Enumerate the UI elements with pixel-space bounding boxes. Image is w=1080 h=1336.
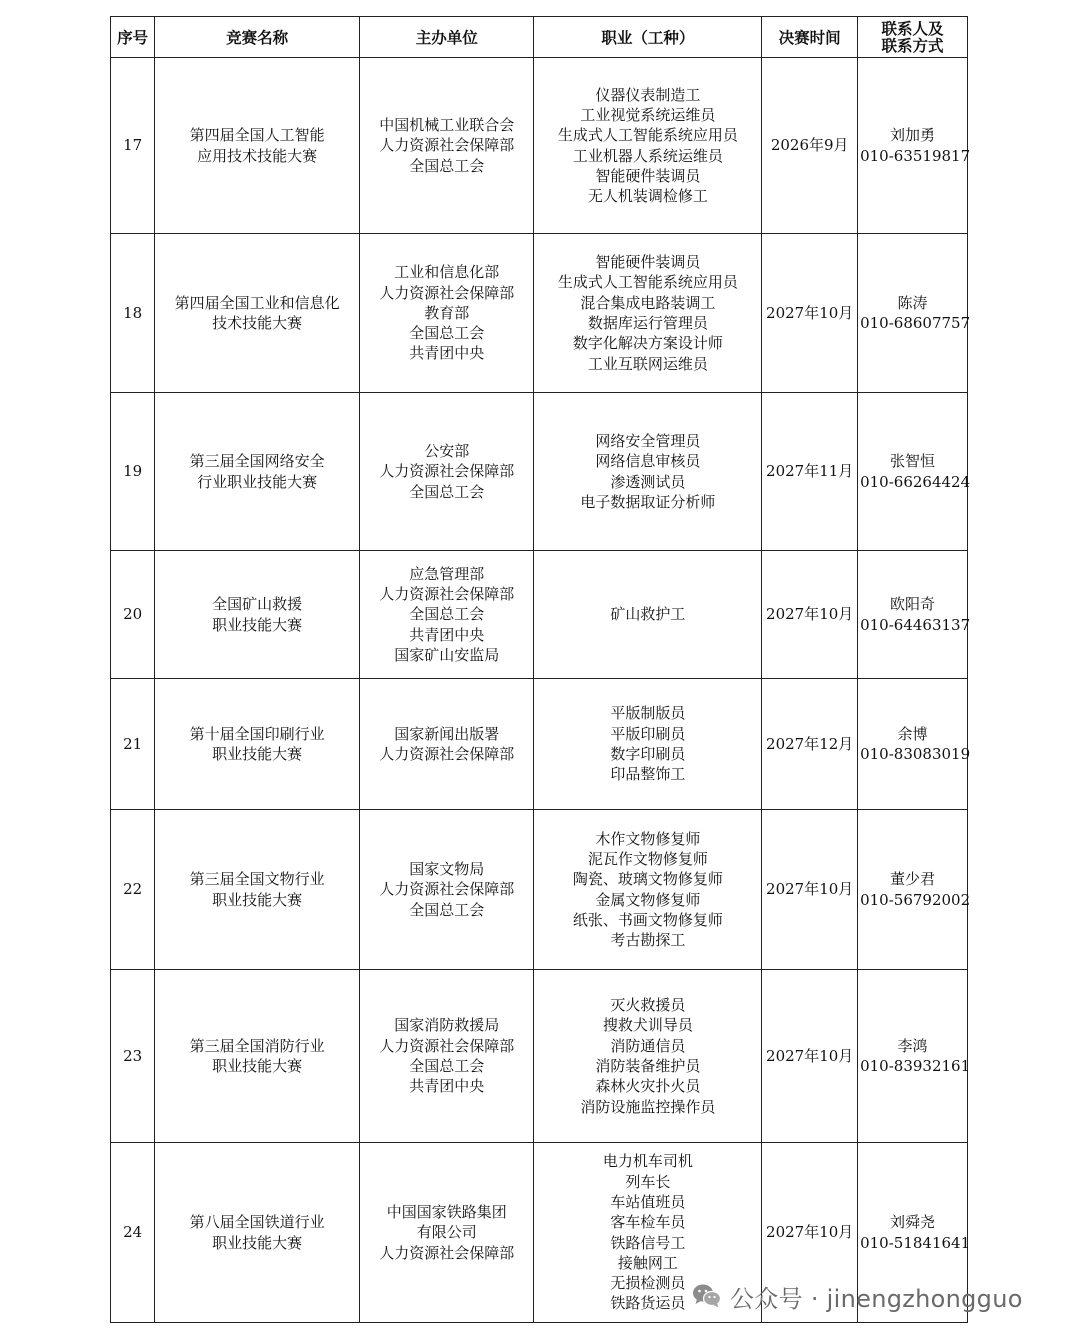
organizer-line: 人力资源社会保障部: [379, 462, 515, 481]
contact: [858, 679, 971, 810]
occupation-line: 金属文物修复师: [595, 890, 701, 909]
contact: [858, 551, 971, 679]
row-number: 22: [111, 810, 155, 970]
occupation-line: 混合集成电路装调工: [580, 293, 716, 312]
competition-name: [155, 1143, 360, 1323]
contact-name: 欧阳奇: [890, 595, 936, 614]
organizer: [360, 810, 534, 970]
occupation-line: 接触网工: [617, 1253, 678, 1272]
organizer-line: 全国总工会: [409, 156, 485, 175]
contact-name: 余博: [897, 724, 928, 743]
occupation: [534, 679, 762, 810]
occupation-line: 客车检车员: [610, 1213, 686, 1232]
organizer: [360, 234, 534, 393]
organizer-line: 国家文物局: [409, 860, 485, 879]
table-row: [111, 234, 968, 393]
table-row: [111, 58, 968, 234]
occupation-line: 铁路信号工: [610, 1233, 686, 1252]
occupation-line: 泥瓦作文物修复师: [587, 849, 708, 868]
organizer-line: 公安部: [424, 442, 470, 461]
occupation-line: 工业机器人系统运维员: [572, 146, 723, 165]
occupation-line: 木作文物修复师: [595, 829, 701, 848]
organizer-line: 人力资源社会保障部: [379, 745, 515, 763]
final-time: 2027年10月: [762, 551, 858, 679]
header-org: 主办单位: [360, 17, 534, 58]
table-row: [111, 679, 968, 810]
organizer-line: 工业和信息化部: [394, 263, 500, 282]
contact-name: 李鸿: [897, 1036, 928, 1055]
contact: [858, 58, 971, 234]
organizer: [360, 551, 534, 679]
organizer-line: 中国国家铁路集团: [386, 1203, 507, 1222]
organizer-line: 国家新闻出版署: [394, 724, 500, 743]
contact: [858, 810, 971, 970]
organizer-line: 人力资源社会保障部: [379, 1036, 515, 1055]
row-number: 17: [111, 58, 155, 234]
occupation-line: 搜救犬训导员: [602, 1016, 693, 1035]
table-row: [111, 970, 968, 1143]
competition-name: [155, 810, 360, 970]
occupation: [534, 810, 762, 970]
organizer: [360, 1143, 534, 1323]
occupation: [534, 58, 762, 234]
organizer-line: 人力资源社会保障部: [379, 283, 515, 302]
header-final-time: 决赛时间: [762, 17, 858, 58]
header-no: 序号: [111, 17, 155, 58]
competition-name-line: 技术技能大赛: [212, 314, 303, 332]
row-number: 19: [111, 393, 155, 551]
competition-name: [155, 551, 360, 679]
table-body: [111, 58, 971, 1323]
header-contact-line2: 联系方式: [881, 36, 944, 55]
contact-phone: 010-66264424: [860, 472, 971, 491]
contact-name: 刘舜尧: [890, 1213, 936, 1232]
contact-name: 张智恒: [890, 452, 936, 471]
occupation: [534, 970, 762, 1143]
occupation-line: 无损检测员: [610, 1274, 686, 1293]
organizer-line: 全国总工会: [409, 1057, 485, 1075]
competition-name-line: 第四届全国工业和信息化: [174, 293, 340, 312]
occupation: [534, 551, 762, 679]
final-time: 2026年9月: [762, 58, 858, 234]
occupation-line: 消防装备维护员: [595, 1057, 701, 1075]
competition-name-line: 行业职业技能大赛: [197, 472, 318, 491]
organizer: [360, 393, 534, 551]
organizer-line: 人力资源社会保障部: [379, 880, 515, 899]
occupation-line: 平版制版员: [610, 704, 686, 723]
competition-name-line: 第四届全国人工智能: [189, 126, 325, 145]
row-number: 24: [111, 1143, 155, 1323]
table-row: [111, 551, 968, 679]
organizer-line: 中国机械工业联合会: [379, 116, 515, 135]
occupation-line: 数字印刷员: [610, 745, 686, 763]
final-time: 2027年10月: [762, 1143, 858, 1323]
header-name: 竞赛名称: [155, 17, 360, 58]
organizer-line: 共青团中央: [409, 344, 485, 363]
occupation-line: 灭火救援员: [610, 996, 686, 1015]
organizer-line: 应急管理部: [409, 564, 485, 583]
organizer-line: 共青团中央: [409, 1077, 485, 1096]
competition-name-line: 第十届全国印刷行业: [189, 724, 325, 743]
table-row: [111, 393, 968, 551]
table-row: [111, 810, 968, 970]
contact: [858, 393, 971, 551]
organizer-line: 全国总工会: [409, 605, 485, 624]
occupation-line: 仪器仪表制造工: [595, 85, 701, 104]
competition-name-line: 全国矿山救援: [212, 595, 303, 614]
row-number: 18: [111, 234, 155, 393]
occupation-line: 工业互联网运维员: [587, 354, 708, 373]
organizer-line: 国家矿山安监局: [394, 645, 500, 664]
occupation-line: 智能硬件装调员: [595, 166, 701, 185]
occupation-line: 数据库运行管理员: [587, 314, 708, 332]
organizer-line: 全国总工会: [409, 482, 485, 501]
organizer-line: 有限公司: [416, 1223, 477, 1242]
row-number: 21: [111, 679, 155, 810]
final-time: 2027年10月: [762, 234, 858, 393]
competition-name-line: 职业技能大赛: [212, 890, 303, 909]
occupation-line: 消防设施监控操作员: [580, 1097, 716, 1116]
competition-name-line: 职业技能大赛: [212, 615, 303, 634]
occupation-line: 考古勘探工: [610, 931, 686, 950]
occupation-line: 智能硬件装调员: [595, 253, 701, 272]
occupation-line: 网络信息审核员: [595, 452, 701, 471]
occupation: [534, 393, 762, 551]
competition-name-line: 职业技能大赛: [212, 1057, 303, 1075]
competition-name: [155, 679, 360, 810]
occupation-line: 渗透测试员: [610, 472, 686, 491]
header-occupation: 职业（工种）: [534, 17, 762, 58]
watermark: [692, 1278, 1023, 1314]
occupation-line: 生成式人工智能系统应用员: [557, 273, 738, 292]
competition-name: [155, 58, 360, 234]
occupation-line: 纸张、书画文物修复师: [572, 910, 723, 929]
contact: [858, 234, 971, 393]
contact-phone: 010-63519817: [860, 146, 971, 165]
wechat-icon: [692, 1283, 722, 1309]
contact-name: 陈涛: [897, 293, 928, 312]
competition-name: [155, 234, 360, 393]
occupation-line: 矿山救护工: [610, 605, 686, 624]
occupation-line: 数字化解决方案设计师: [572, 334, 723, 353]
occupation-line: 网络安全管理员: [595, 431, 701, 450]
contact-phone: 010-68607757: [860, 314, 971, 332]
row-number: 23: [111, 970, 155, 1143]
occupation-line: 电力机车司机: [602, 1152, 693, 1171]
organizer: [360, 970, 534, 1143]
competition-name-line: 第三届全国消防行业: [189, 1036, 325, 1055]
occupation-line: 陶瓷、玻璃文物修复师: [572, 870, 723, 889]
occupation-line: 印品整饰工: [610, 765, 686, 784]
contact-name: 董少君: [890, 870, 936, 889]
occupation-line: 消防通信员: [610, 1036, 686, 1055]
occupation-line: 平版印刷员: [610, 724, 686, 743]
final-time: 2027年10月: [762, 810, 858, 970]
contact-phone: 010-51841641: [860, 1233, 971, 1252]
occupation-line: 工业视觉系统运维员: [580, 105, 716, 124]
occupation-line: 车站值班员: [610, 1192, 686, 1211]
competition-name: [155, 393, 360, 551]
competition-name-line: 第三届全国网络安全: [189, 452, 325, 471]
contact-phone: 010-83932161: [860, 1057, 971, 1075]
organizer-line: 人力资源社会保障部: [379, 585, 515, 604]
header-row: [111, 17, 968, 58]
organizer: [360, 58, 534, 234]
occupation-line: 森林火灾扑火员: [595, 1077, 701, 1096]
organizer-line: 人力资源社会保障部: [379, 1243, 515, 1262]
organizer: [360, 679, 534, 810]
occupation-line: 电子数据取证分析师: [580, 492, 716, 511]
organizer-line: 共青团中央: [409, 625, 485, 644]
occupation-line: 生成式人工智能系统应用员: [557, 126, 738, 145]
competition-name-line: 应用技术技能大赛: [197, 146, 318, 165]
contact-phone: 010-56792002: [860, 890, 971, 909]
final-time: 2027年11月: [762, 393, 858, 551]
occupation-line: 列车长: [625, 1172, 671, 1191]
header-contact-line1: 联系人及: [881, 19, 944, 38]
competition-name-line: 第三届全国文物行业: [189, 870, 325, 889]
organizer-line: 人力资源社会保障部: [379, 136, 515, 155]
watermark-text: 公众号 · jinengzhongguo: [730, 1284, 1023, 1313]
contact-phone: 010-83083019: [860, 745, 971, 763]
contact-phone: 010-64463137: [860, 615, 971, 634]
contact-name: 刘加勇: [890, 126, 936, 145]
occupation-line: 无人机装调检修工: [587, 187, 708, 206]
organizer-line: 国家消防救援局: [394, 1016, 500, 1035]
header-contact: [858, 17, 968, 58]
competition-name-line: 第八届全国铁道行业: [189, 1213, 325, 1232]
competition-name-line: 职业技能大赛: [212, 1233, 303, 1252]
competition-name: [155, 970, 360, 1143]
organizer-line: 全国总工会: [409, 900, 485, 919]
final-time: 2027年10月: [762, 970, 858, 1143]
occupation-line: 铁路货运员: [610, 1294, 686, 1313]
contact: [858, 970, 971, 1143]
occupation: [534, 234, 762, 393]
organizer-line: 全国总工会: [409, 324, 485, 343]
row-number: 20: [111, 551, 155, 679]
competition-name-line: 职业技能大赛: [212, 745, 303, 763]
competition-table: [110, 16, 971, 1323]
organizer-line: 教育部: [424, 303, 470, 322]
final-time: 2027年12月: [762, 679, 858, 810]
